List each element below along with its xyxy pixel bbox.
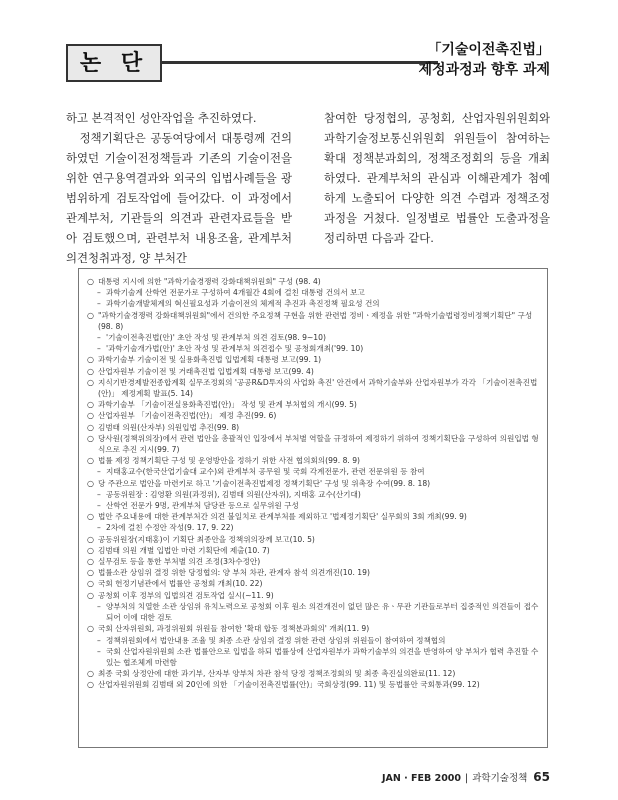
timeline-item: ○ 산업자원위원회 김범태 외 20인에 의한 「기술이전촉진법률(안)」국회상정(99. 11) 및 등법률안 국회통과(99. 12) xyxy=(87,679,541,690)
magazine-name: 과학기술정책 xyxy=(472,773,528,784)
timeline-item: ○ 과학기술부 「기술이전실용화촉진법(안)」 작성 및 관계 부처협의 개시(99. 5) xyxy=(87,399,541,410)
timeline-item: ○ 법률 제정 정책기획단 구성 및 운영방안을 정하기 위한 사전 협의회의(99. 8. 9) xyxy=(87,455,541,466)
timeline-item: ○ 공청회 이후 정부의 입법의견 검토작업 실시(~11. 9) xyxy=(87,590,541,601)
article-title-line-2: 제정과정과 향후 과제 xyxy=(418,62,550,78)
timeline-subitem: – 과학기술개발체계의 혁신필요성과 기술이전의 체계적 추진과 촉진정책 필요성 건의 xyxy=(87,298,541,309)
timeline-item: ○ 지식기반경제발전종합계획 실무조정회의 '공공R&D투자의 사업화 촉진' 안건에서 과학기술부와 산업자원부가 각각 「기술이전촉진법(안)」 제정계획 발표(5. 14) xyxy=(87,377,541,399)
timeline-subitem: – 국회 산업자원위원회 소관 법률안으로 입법을 하되 법률상에 산업자원부가 과학기술부의 의견을 반영하여 양 부처가 협력 추진할 수 있는 협조체계 마련함 xyxy=(87,646,541,668)
timeline-item: ○ 산업자원부 「기술이전촉진법(안)」 제정 추진(99. 6) xyxy=(87,410,541,421)
timeline-item: ○ 최종 국회 상정안에 대한 과기부, 산자부 양부처 차관 참석 당정 정책조정회의 및 최종 촉진실의완료(11. 12) xyxy=(87,668,541,679)
timeline-item: ○ 김범태 의원 개별 입법안 마련 기획단에 제출(10. 7) xyxy=(87,545,541,556)
timeline-subitem: – 2차에 걸친 수정안 작성(9. 17, 9. 22) xyxy=(87,522,541,533)
timeline-item: ○ 실무검토 등을 통한 부처별 의견 조정(3차수정안) xyxy=(87,556,541,567)
page-number: 65 xyxy=(533,770,550,784)
page-footer xyxy=(370,770,550,784)
timeline-subitem: – 정책위원회에서 법안내용 조율 및 최종 소관 상임위 결정 위한 관련 상임위 위원들이 참여하여 정책협의 xyxy=(87,635,541,646)
footer-separator: | xyxy=(465,773,469,784)
timeline-item: ○ 김범태 의원(산자부) 의원입법 추진(99. 8) xyxy=(87,422,541,433)
timeline-item: ○ 공동위원장(지태홍)이 기획단 최종안을 정책위의장께 보고(10. 5) xyxy=(87,534,541,545)
timeline-subitem: – 공동위원장 : 김영환 의원(과정위), 김범태 의원(산자위), 지태홍 교수(산기대) xyxy=(87,489,541,500)
timeline-item: ○ 국회 헌정기념관에서 법률안 공청회 개최(10. 22) xyxy=(87,578,541,589)
timeline-box xyxy=(78,268,548,748)
timeline-item: ○ 산업자원부 기술이전 및 거래촉진법 입법계획 대통령 보고(99. 4) xyxy=(87,366,541,377)
timeline-item: ○ 대통령 지시에 의한 "과학기술경쟁력 강화대책위원회" 구성 (98. 4) xyxy=(87,276,541,287)
article-header xyxy=(66,40,550,84)
body-column-right xyxy=(324,108,550,248)
timeline-subitem: – 산학연 전문가 9명, 관계부처 담당관 등으로 실무위원 구성 xyxy=(87,500,541,511)
paragraph: 참여한 당정협의, 공청회, 산업자원위원회와 과학기술정보통신위원회 위원들이 참여하는 확대 정책분과회의, 정책조정회의 등을 개최하였다. 관계부처의 관심과 이해관계가 첨예하게 노출되어 다양한 의견 수렴과 정책조정과정을 거쳤다. 일정별로 법률안 도출과정을 정리하면 다음과 같다. xyxy=(324,111,550,245)
timeline-item: ○ 국회 산자위원회, 과정위원회 위원들 참여한 '확대 합동 정책분과회의' 개최(11. 9) xyxy=(87,623,541,634)
timeline-item: ○ 법률소관 상임위 결정 위한 당정협의: 양 부처 차관, 관계자 참석 의견개진(10. 19) xyxy=(87,567,541,578)
article-title xyxy=(419,40,550,80)
timeline-item: ○ 과학기술부 기술이전 및 실용화촉진법 입법계획 대통령 보고(99. 1) xyxy=(87,354,541,365)
section-rubric: 논 단 xyxy=(66,44,162,82)
rubric-rule xyxy=(162,61,438,64)
timeline-subitem: – 양부처의 치열한 소관 상임위 유치노력으로 공청회 이후 원소 의견개진이 없던 많은 유ㆍ무관 기관들로부터 집중적인 의견들이 접수되어 이에 대한 검토 xyxy=(87,601,541,623)
timeline-item: ○ "과학기술경쟁력 강화대책위원회"에서 건의한 주요정책 구현을 위한 관련법 정비ㆍ제정을 위한 "과학기술법령정비정책기획단" 구성 (98. 8) xyxy=(87,310,541,332)
paragraph: 정책기획단은 공동여당에서 대통령께 건의하였던 기술이전정책들과 기존의 기술이전을 위한 연구용역결과와 외국의 입법사례들을 광범위하게 검토작업에 들어갔다. 이 과정에서 관계부처, 기관들의 의견과 관련자료들을 받아 검토했으며, 관련부처 내용조율, 관계부처 의견청취과정, 양 부처간 xyxy=(66,131,292,265)
timeline-item: ○ 당 주관으로 법안을 마련키로 하고 '기술이전촉진법제정 정책기획단' 구성 및 위촉장 수여(99. 8. 18) xyxy=(87,478,541,489)
body-column-left xyxy=(66,108,292,268)
timeline-subitem: – 지태홍교수(한국산업기술대 교수)외 관계부처 공무원 및 국회 각계전문가, 관련 전문위원 등 참여 xyxy=(87,466,541,477)
article-title-line-1: 「기술이전촉진법」 xyxy=(427,42,550,58)
issue-date: JAN · FEB 2000 xyxy=(382,773,462,784)
timeline-list xyxy=(87,276,541,691)
timeline-subitem: – '과학기술개가법(안)' 초안 작성 및 관계부처 의견접수 및 공청회개최('99. 10) xyxy=(87,343,541,354)
timeline-item: ○ 당사원(정책위의장)에서 관련 법안을 총괄적인 입장에서 부처별 역할을 규정하여 제정하기 위하여 정책기획단을 구성하여 의원입법 형식으로 추진 지시(99. 7) xyxy=(87,433,541,455)
timeline-subitem: – 과학기술계 산학연 전문가로 구성하여 4개월간 4회에 걸친 대통령 건의서 보고 xyxy=(87,287,541,298)
paragraph: 하고 본격적인 성안작업을 추진하였다. xyxy=(66,111,257,125)
timeline-subitem: – '기술이전촉진법(안)' 초안 작성 및 관계부처 의견 검토(98. 9~10) xyxy=(87,332,541,343)
timeline-item: ○ 법안 주요내용에 대한 관계부처간 의견 불일치로 관계부처를 제외하고 '법제정기획단' 실무회의 3회 개최(99. 9) xyxy=(87,511,541,522)
